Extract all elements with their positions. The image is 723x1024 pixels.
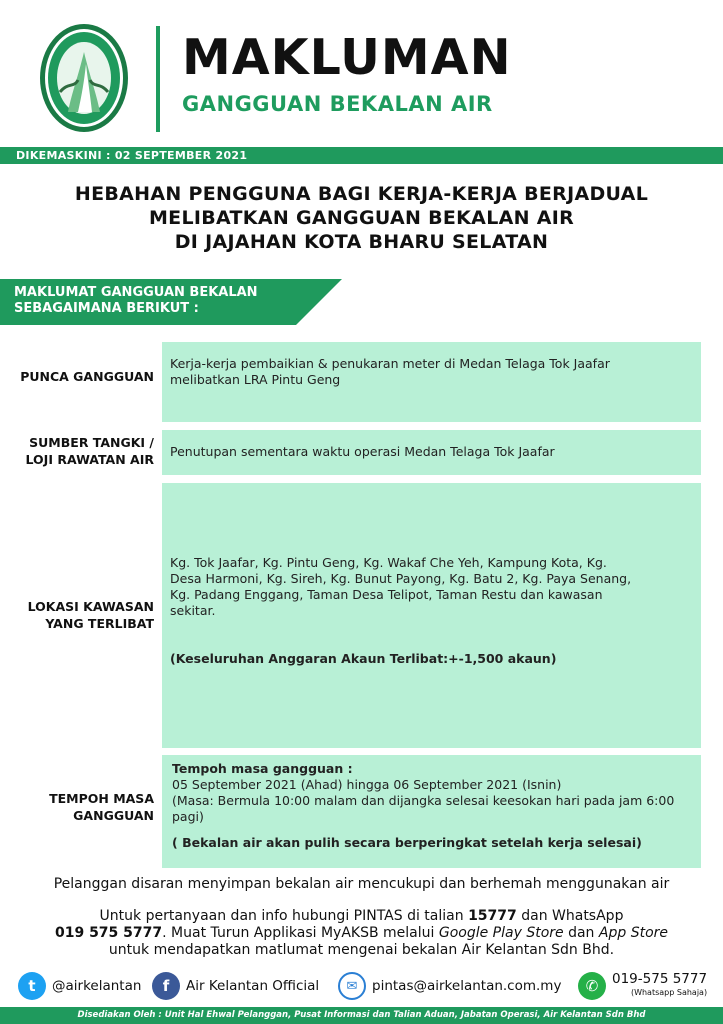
updated-date: DIKEMASKINI : 02 SEPTEMBER 2021 — [16, 149, 248, 162]
label-tempoh: TEMPOH MASA GANGGUAN — [49, 791, 154, 823]
contact-info: Untuk pertanyaan dan info hubungi PINTAS di talian 15777 dan WhatsApp 019 575 5777. Muat Turun Applikasi MyAKSB melalui Google Play Store dan App Store untuk mendapatkan matlumat mengenai bekalan Air Kelantan Sdn Bhd. — [54, 908, 669, 958]
tempoh-box: Tempoh masa gangguan : 05 September 2021 (Ahad) hingga 06 September 2021 (Isnin) (Masa: Bermula 10:00 malam dan dijangka selesai keesokan hari pada jam 6:00 pagi) ( Bekalan air akan pulih secara berperingkat setelah kerja selesai) — [162, 755, 701, 868]
header-divider — [156, 26, 160, 132]
page-subtitle: GANGGUAN BEKALAN AIR — [182, 92, 493, 116]
headline-line: MELIBATKAN GANGGUAN BEKALAN AIR — [148, 207, 575, 229]
label-lokasi: LOKASI KAWASAN YANG TERLIBAT — [27, 599, 154, 631]
facebook-icon: f — [152, 972, 180, 1000]
headline — [0, 182, 723, 254]
lokasi-box: Kg. Tok Jaafar, Kg. Pintu Geng, Kg. Wakaf Che Yeh, Kampung Kota, Kg. Desa Harmoni, Kg. Sireh, Kg. Bunut Payong, Kg. Batu 2, Kg. Paya Senang, Kg. Padang Enggang, Taman Desa Telipot, Taman Restu dan kawasan sekitar. (Keseluruhan Anggaran Akaun Terlibat:+-1,500 akaun) — [162, 483, 701, 748]
email-link[interactable]: ✉ pintas@airkelantan.com.my — [338, 966, 561, 1006]
social-bar — [0, 966, 723, 1006]
footer-text: Disediakan Oleh : Unit Hal Ehwal Pelanggan, Pusat Informasi dan Talian Aduan, Jabatan Operasi, Air Kelantan Sdn Bhd — [77, 1010, 646, 1020]
akaun-terlibat: (Keseluruhan Anggaran Akaun Terlibat:+-1,500 akaun) — [170, 651, 557, 666]
twitter-icon: t — [18, 972, 46, 1000]
air-kelantan-logo — [38, 22, 130, 134]
twitter-link[interactable]: t @airkelantan — [18, 966, 141, 1006]
section-banner-text: MAKLUMAT GANGGUAN BEKALAN SEBAGAIMANA BERIKUT : — [14, 285, 258, 316]
label-sumber: SUMBER TANGKI / LOJI RAWATAN AIR — [25, 435, 154, 467]
page-title: MAKLUMAN — [182, 29, 512, 86]
headline-line: HEBAHAN PENGGUNA BAGI KERJA-KERJA BERJADUAL — [74, 183, 649, 205]
whatsapp-icon: ✆ — [578, 972, 606, 1000]
facebook-link[interactable]: f Air Kelantan Official — [152, 966, 319, 1006]
email-icon: ✉ — [338, 972, 366, 1000]
headline-line: DI JAJAHAN KOTA BHARU SELATAN — [174, 231, 549, 253]
advice-text: Pelanggan disaran menyimpan bekalan air mencukupi dan berhemah menggunakan air — [53, 876, 670, 892]
sumber-box: Penutupan sementara waktu operasi Medan Telaga Tok Jaafar — [162, 430, 701, 475]
whatsapp-link[interactable]: ✆ 019-575 5777 (Whatsapp Sahaja) — [578, 966, 707, 1006]
label-punca: PUNCA GANGGUAN — [20, 369, 154, 384]
punca-box: Kerja-kerja pembaikian & penukaran meter di Medan Telaga Tok Jaafar melibatkan LRA Pintu Geng — [162, 342, 701, 422]
